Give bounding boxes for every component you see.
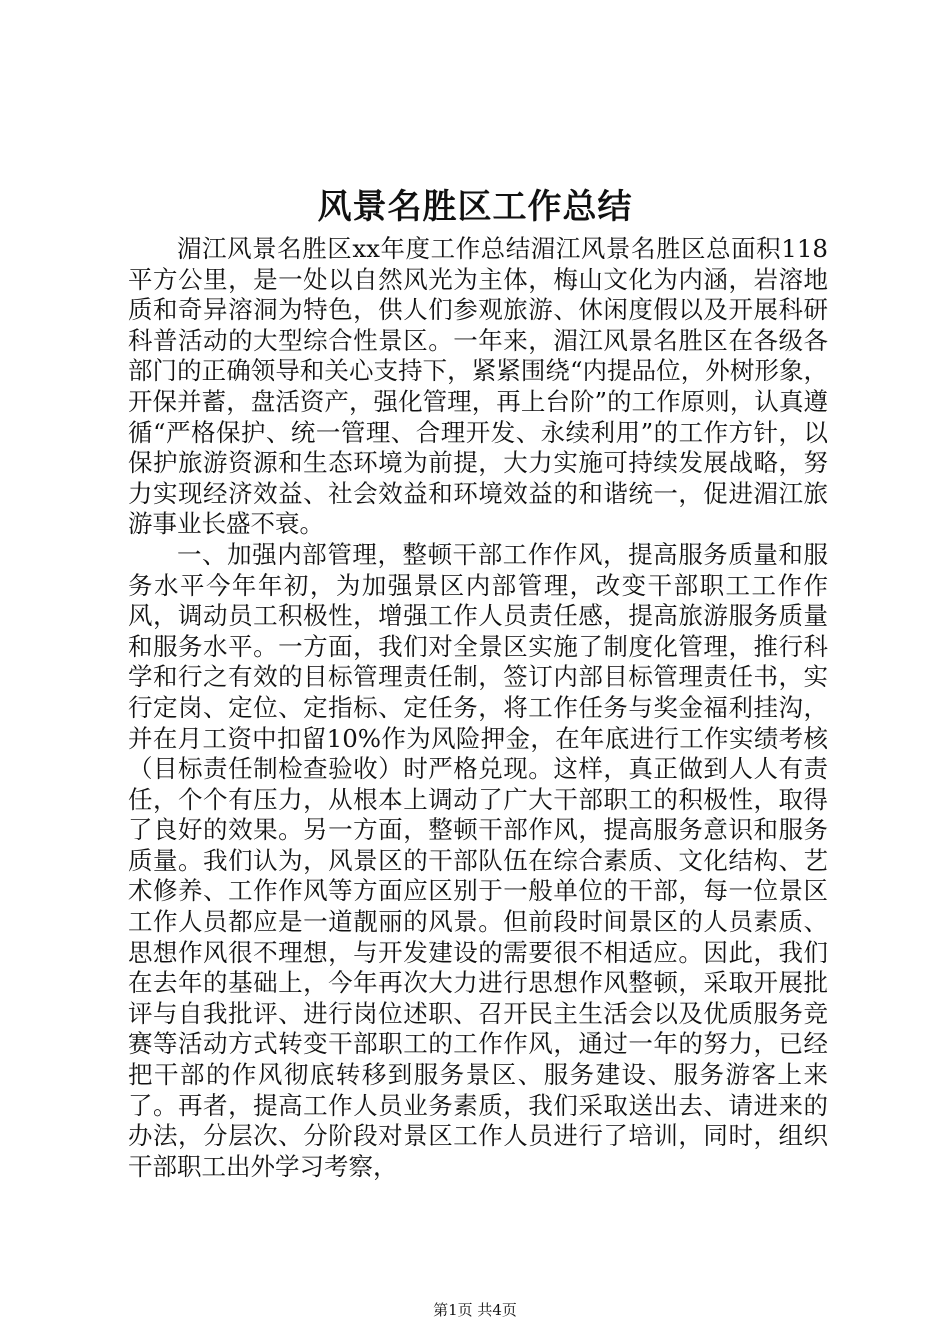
- paragraph-section-1: 一、加强内部管理，整顿干部工作作风，提高服务质量和服务水平今年年初，为加强景区内部管理，改变干部职工工作作风，调动员工积极性，增强工作人员责任感，提高旅游服务质量和服务水平。一方面，我们对全景区实施了制度化管理，推行科学和行之有效的目标管理责任制，签订内部目标管理责任书，实行定岗、定位、定指标、定任务，将工作任务与奖金福利挂沟，并在月工资中扣留10%作为风险押金，在年底进行工作实绩考核（目标责任制检查验收）时严格兑现。这样，真正做到人人有责任，个个有压力，从根本上调动了广大干部职工的积极性，取得了良好的效果。另一方面，整顿干部作风，提高服务意识和服务质量。我们认为，风景区的干部队伍在综合素质、文化结构、艺术修养、工作作风等方面应区别于一般单位的干部，每一位景区工作人员都应是一道靓丽的风景。但前段时间景区的人员素质、思想作风很不理想，与开发建设的需要很不相适应。因此，我们在去年的基础上，今年再次大力进行思想作风整顿，采取开展批评与自我批评、进行岗位述职、召开民主生活会以及优质服务竞赛等活动方式转变干部职工的工作作风，通过一年的努力，已经把干部的作风彻底转移到服务景区、服务建设、服务游客上来了。再者，提高工作人员业务素质，我们采取送出去、请进来的办法，分层次、分阶段对景区工作人员进行了培训，同时，组织干部职工出外学习考察，: [128, 539, 828, 1181]
- paragraph-intro: 湄江风景名胜区xx年度工作总结湄江风景名胜区总面积118平方公里，是一处以自然风光为主体，梅山文化为内涵，岩溶地质和奇异溶洞为特色，供人们参观旅游、休闲度假以及开展科研科普活动的大型综合性景区。一年来，湄江风景名胜区在各级各部门的正确领导和关心支持下，紧紧围绕“内提品位，外树形象，开保并蓄，盘活资产，强化管理，再上台阶”的工作原则，认真遵循“严格保护、统一管理、合理开发、永续利用”的工作方针，以保护旅游资源和生态环境为前提，大力实施可持续发展战略，努力实现经济效益、社会效益和环境效益的和谐统一，促进湄江旅游事业长盛不衰。: [128, 234, 828, 539]
- document-title: 风景名胜区工作总结: [317, 187, 633, 227]
- document-body: [128, 234, 828, 1182]
- page-number-footer: 第1页 共4页: [433, 1301, 517, 1319]
